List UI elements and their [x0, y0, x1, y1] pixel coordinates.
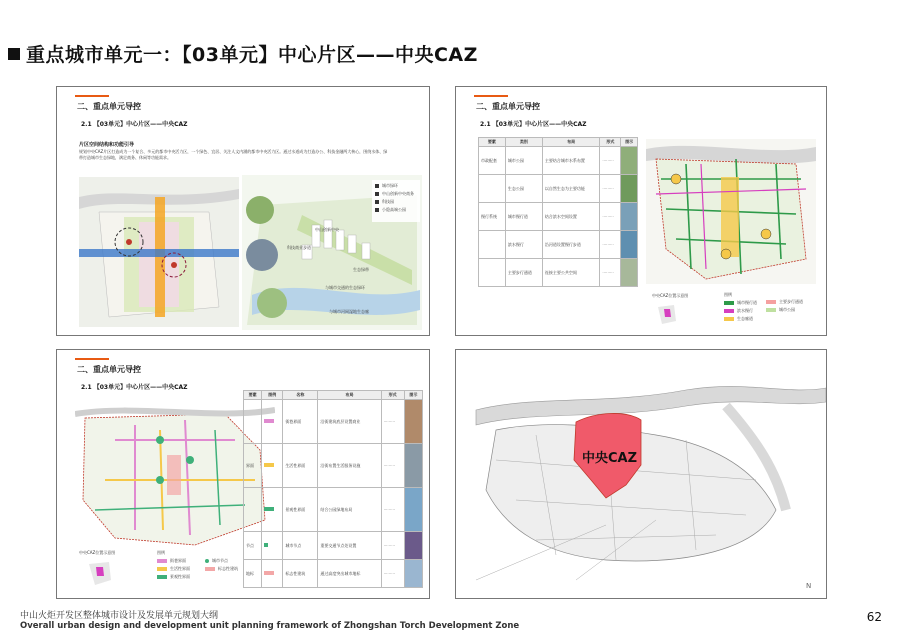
legend-title: 图例 — [724, 292, 732, 297]
slide-slow-system[interactable] — [455, 86, 827, 336]
legend-item: 城市节点 — [205, 558, 238, 564]
legend-item: 城市慢行道 — [724, 300, 757, 306]
legend-item: 生活性界面 — [157, 566, 190, 572]
table-row: 主要步行通道 连接主要公共空间 ········· — [479, 259, 638, 287]
slow-system-legend — [724, 292, 757, 324]
svg-text:N: N — [806, 582, 812, 590]
location-inset-map — [654, 301, 680, 327]
table-row: 景观性界面 结合公园绿地布局 ········· — [244, 488, 423, 532]
caz-area-label: 中央CAZ — [582, 451, 638, 466]
table-row: 地标 标志性建筑 通过高度突出城市地标 ········· — [244, 560, 423, 588]
callout-4: 与城市交通的生态绿环 — [325, 285, 365, 290]
col-element: 要素 — [244, 391, 262, 400]
table-row: 节点 城市节点 重要交通节点处设置 ········· — [244, 532, 423, 560]
slide-spatial-structure[interactable] — [56, 86, 430, 336]
table-row: 街巷界面 沿街建筑底层设置商业 ········· — [244, 400, 423, 444]
callout-1: 中山创新中央 — [315, 227, 339, 232]
section-paragraph: 规划中央CAZ片区打造成为一个复合、多元的都市中央活力区，一个绿色、宜居、关注人文内涵的都市中央活力区。通过水道成为打造办公、科技金融两大核心，围绕水体、绿带打造城市生态绿地，满足商务、休闲等功能需求。 — [79, 149, 388, 160]
table-row: 界面 生活性界面 沿街布置生活服务设施 ········· — [244, 444, 423, 488]
slide-heading: 二、重点单元导控 — [77, 365, 141, 374]
interface-table — [243, 390, 423, 588]
title-bullet — [8, 48, 20, 60]
slide-interface-control[interactable] — [56, 349, 430, 599]
col-form: 形式 — [600, 138, 621, 147]
page-number: 62 — [866, 610, 882, 624]
interface-legend-2 — [205, 558, 238, 574]
slide-heading: 二、重点单元导控 — [476, 102, 540, 111]
callout-2: 科技商业步道 — [287, 245, 311, 250]
section-title: 片区空间结构和功能引导 — [79, 142, 135, 148]
legend-item: 主要步行通道 — [766, 299, 803, 305]
structure-map — [79, 177, 239, 327]
footer-title-cn: 中山火炬开发区整体城市设计及发展单元规划大纲 — [20, 611, 219, 621]
page-title: 重点城市单元一：【03单元】中心片区——中央CAZ — [26, 44, 478, 66]
table-row: 生态公园 以自然生态为主要功能 ········· — [479, 175, 638, 203]
slow-system-table — [478, 137, 638, 287]
perspective-callouts-5 — [329, 309, 369, 317]
legend-item: 景观性界面 — [157, 574, 190, 580]
legend-item: 生态廊道 — [724, 316, 757, 322]
slow-system-legend-2 — [766, 299, 803, 315]
label-green-ring: 城市绿环 — [375, 183, 414, 189]
page-title-row — [8, 40, 478, 67]
label-park: 小隐高端公园 — [375, 207, 414, 213]
footer-title-en: Overall urban design and development unit planning framework of Zhongshan Torch Development Zone — [20, 621, 520, 631]
callout-3: 生态绿带 — [353, 267, 369, 272]
interface-legend — [157, 550, 190, 582]
perspective-callouts-2 — [287, 245, 311, 253]
legend-item: 滨水慢行 — [724, 308, 757, 314]
label-tech-park: 科技园 — [375, 199, 414, 205]
table-row: 慢行系统 城市慢行道 结合滨水空间设置 ········· — [479, 203, 638, 231]
legend-item: 城市公园 — [766, 307, 803, 313]
col-type: 类别 — [505, 138, 542, 147]
col-image: 图示 — [404, 391, 422, 400]
caz-location-map — [456, 350, 826, 598]
inset-caption: 中央CAZ位置示意图 — [652, 293, 689, 298]
slide-subheading: 2.1 【03单元】中心片区——中央CAZ — [81, 121, 188, 128]
perspective-callouts-4 — [325, 285, 365, 293]
col-symbol: 图例 — [262, 391, 283, 400]
legend-item: 街巷界面 — [157, 558, 190, 564]
callout-5: 与城市河网湿地生态廊 — [329, 309, 369, 314]
col-name: 名称 — [283, 391, 318, 400]
interface-inset-caption: 中央CAZ位置示意图 — [79, 550, 116, 555]
col-layout: 布局 — [542, 138, 599, 147]
slide-subheading: 2.1 【03单元】中心片区——中央CAZ — [480, 121, 587, 128]
col-layout: 布局 — [318, 391, 381, 400]
table-row: 滨水慢行 沿河道设置慢行步道 ········· — [479, 231, 638, 259]
label-cbd: 中山创新中央商务 — [375, 191, 414, 197]
legend-item: 标志性建筑 — [205, 566, 238, 572]
perspective-callouts — [315, 227, 339, 235]
slide-caz-location[interactable] — [455, 349, 827, 599]
slide-subheading: 2.1 【03单元】中心片区——中央CAZ — [81, 384, 188, 391]
col-element: 要素 — [479, 138, 506, 147]
location-inset-map — [85, 558, 115, 588]
col-form: 形式 — [381, 391, 404, 400]
slow-system-map — [646, 139, 816, 284]
legend-title: 图例 — [157, 550, 165, 555]
slide-heading: 二、重点单元导控 — [77, 102, 141, 111]
perspective-labels — [375, 183, 414, 215]
perspective-callouts-3 — [353, 267, 369, 275]
table-row: 市政配套 城市公园 主要结合城市水系布置 ········· — [479, 147, 638, 175]
col-image: 图示 — [621, 138, 638, 147]
